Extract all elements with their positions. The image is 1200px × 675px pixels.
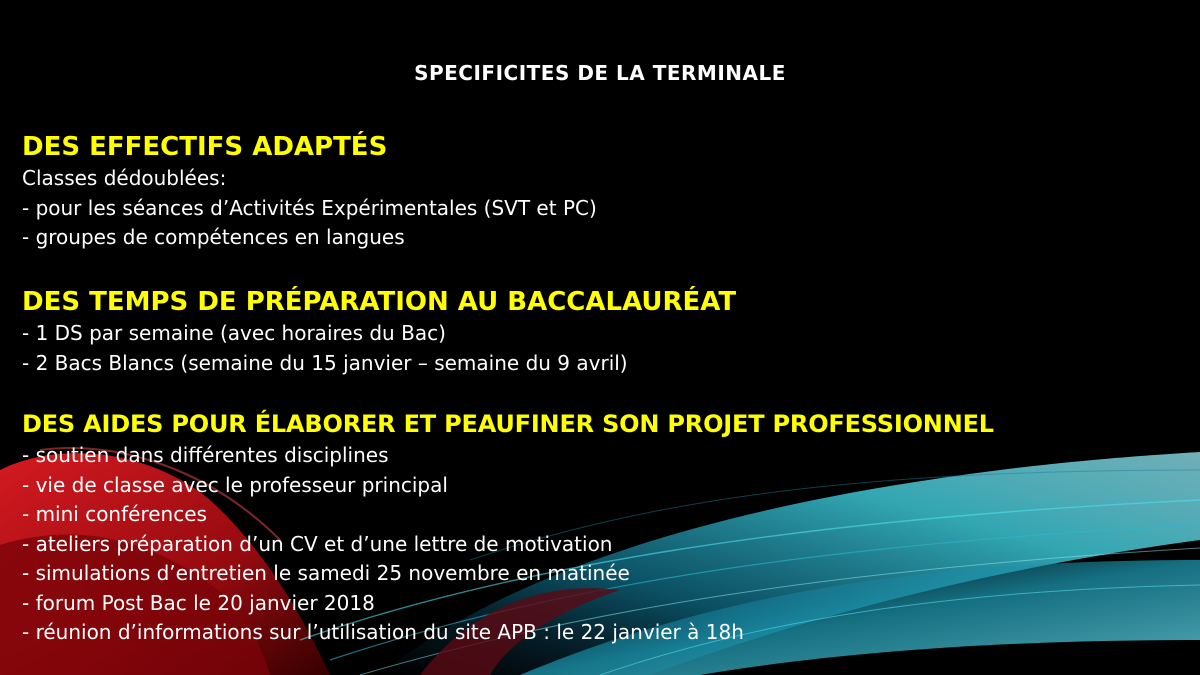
list-item: - simulations d’entretien le samedi 25 novembre en matinée xyxy=(22,561,630,585)
list-item: - soutien dans différentes disciplines xyxy=(22,443,389,467)
list-item: - 1 DS par semaine (avec horaires du Bac) xyxy=(22,321,446,345)
section-aides xyxy=(22,407,1192,648)
list-item: - mini conférences xyxy=(22,502,207,526)
slide-title: SPECIFICITES DE LA TERMINALE xyxy=(414,61,786,85)
list-item: - groupes de compétences en langues xyxy=(22,225,405,249)
list-item: - 2 Bacs Blancs (semaine du 15 janvier – semaine du 9 avril) xyxy=(22,350,628,375)
list-item: - réunion d’informations sur l’utilisation du site APB : le 22 janvier à 18h xyxy=(22,620,744,644)
section-heading: DES AIDES POUR ÉLABORER ET PEAUFINER SON PROJET PROFESSIONNEL xyxy=(22,410,994,438)
section-preparation xyxy=(22,285,1192,378)
list-item: Classes dédoublées: xyxy=(22,166,227,190)
list-item: - pour les séances d’Activités Expérimentales (SVT et PC) xyxy=(22,195,597,220)
section-heading: DES EFFECTIFS ADAPTÉS xyxy=(22,132,388,162)
list-item: - forum Post Bac le 20 janvier 2018 xyxy=(22,590,375,615)
section-effectifs xyxy=(22,130,1192,253)
list-item: - vie de classe avec le professeur principal xyxy=(22,472,448,497)
list-item: - ateliers préparation d’un CV et d’une lettre de motivation xyxy=(22,531,613,556)
section-heading: DES TEMPS DE PRÉPARATION AU BACCALAURÉAT xyxy=(22,287,737,317)
